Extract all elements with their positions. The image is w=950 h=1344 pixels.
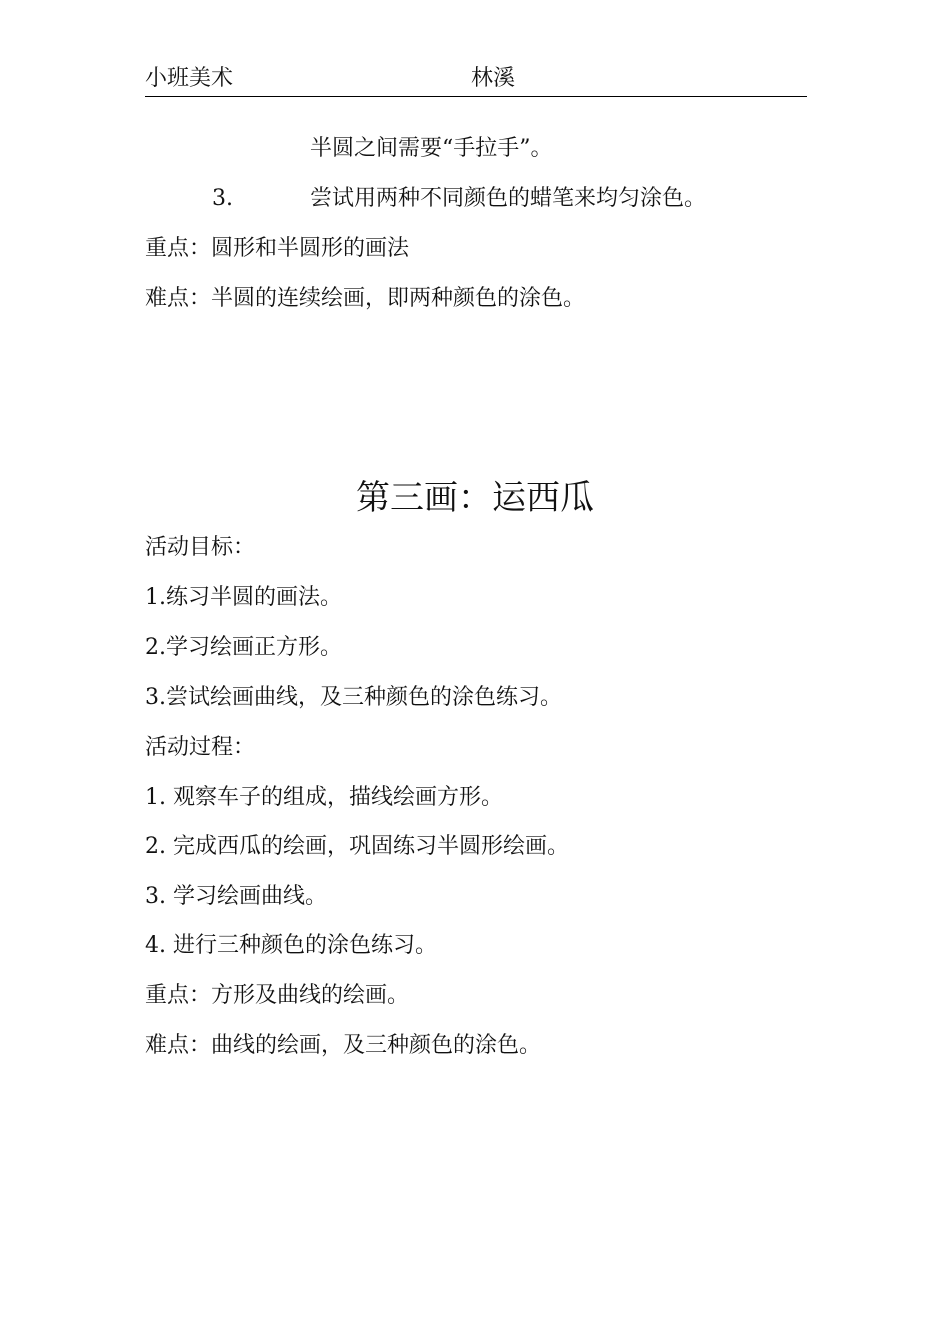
prev-item-continuation: 半圆之间需要“手拉手”。 [310,136,553,161]
prev-item3-number: 3. [212,186,233,211]
section-title: 第三画：运西瓜 [356,478,594,518]
header-author: 林溪 [471,66,516,91]
key-point: 重点：方形及曲线的绘画。 [145,983,410,1008]
goal-item: 1.练习半圆的画法。 [145,585,342,610]
page-header [145,62,807,97]
goals-heading: 活动目标： [145,535,256,560]
goal-item: 3.尝试绘画曲线，及三种颜色的涂色练习。 [145,685,562,710]
process-item: 2. 完成西瓜的绘画，巩固练习半圆形绘画。 [145,834,569,859]
header-course: 小班美术 [145,66,234,91]
difficulty: 难点：曲线的绘画，及三种颜色的涂色。 [145,1033,542,1058]
prev-difficulty: 难点：半圆的连续绘画，即两种颜色的涂色。 [145,286,586,311]
process-item: 3. 学习绘画曲线。 [145,884,327,909]
prev-key-point: 重点：圆形和半圆形的画法 [145,236,410,261]
prev-item3-text: 尝试用两种不同颜色的蜡笔来均匀涂色。 [310,186,707,211]
process-item: 4. 进行三种颜色的涂色练习。 [145,933,437,958]
process-item: 1. 观察车子的组成，描线绘画方形。 [145,785,503,810]
goal-item: 2.学习绘画正方形。 [145,635,342,660]
process-heading: 活动过程： [145,735,256,760]
